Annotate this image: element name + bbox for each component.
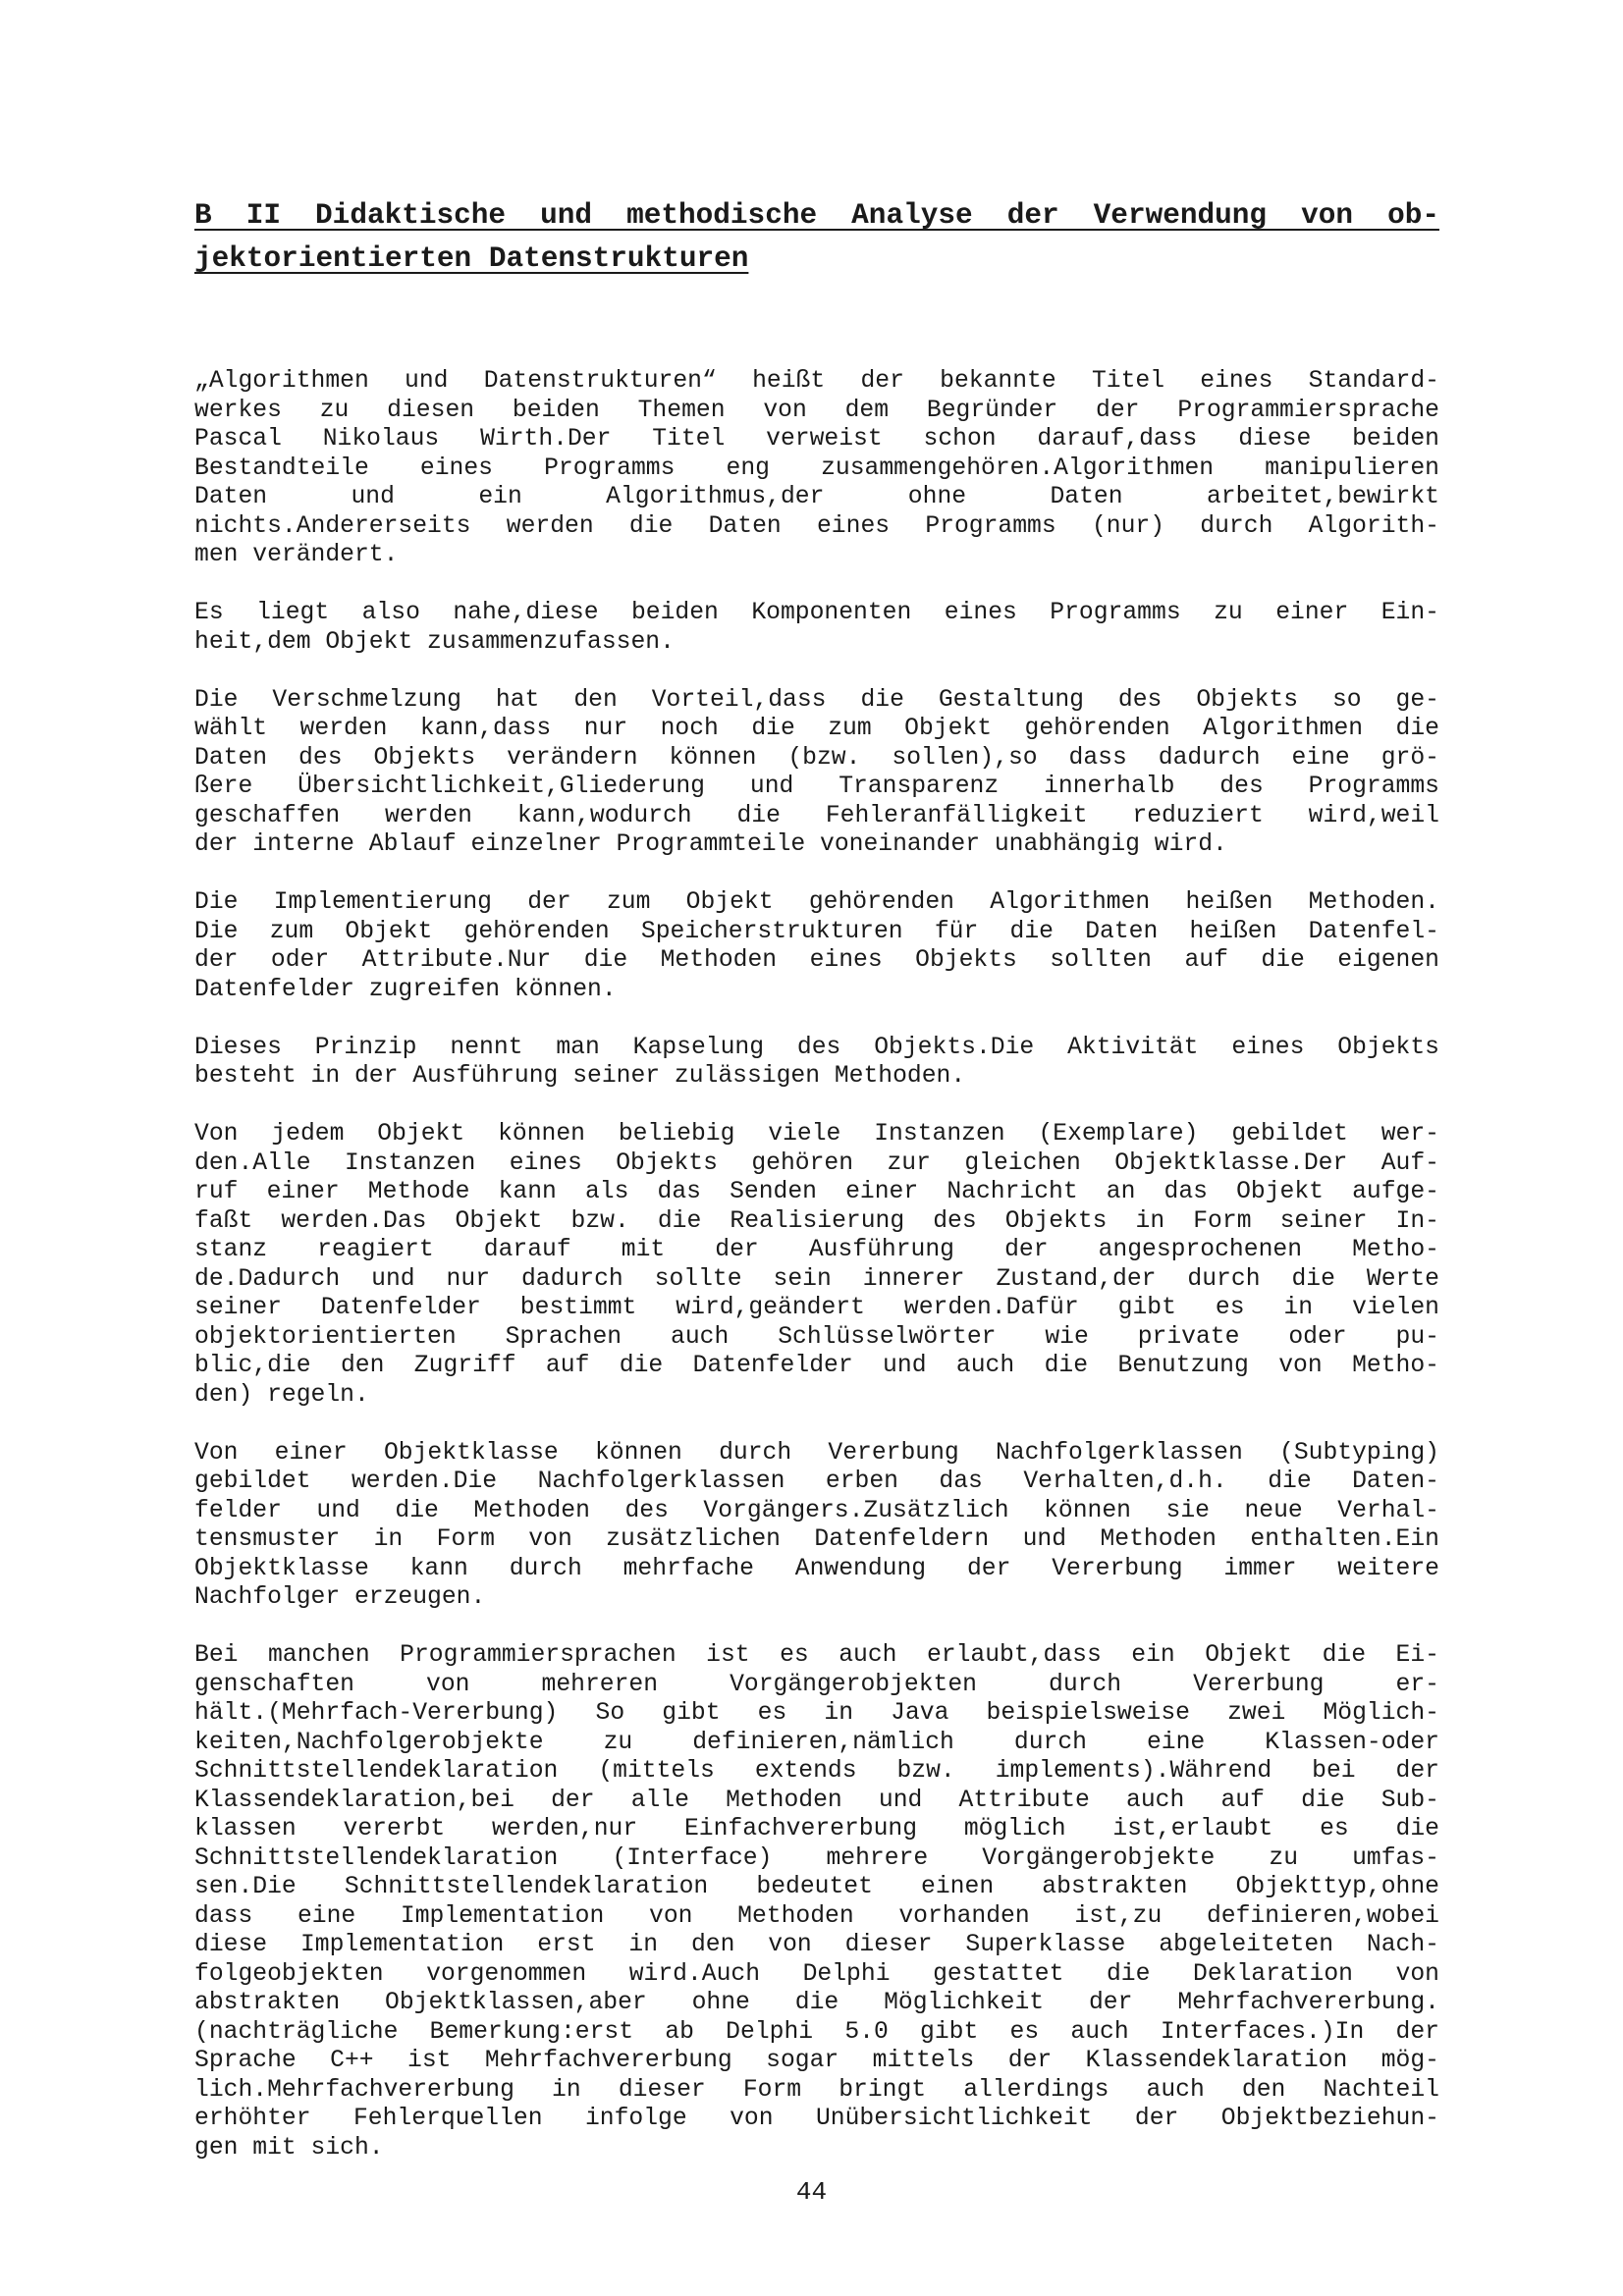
paragraph-line: wählt werden kann,dass nur noch die zum Objekt gehörenden Algorithmen die bbox=[194, 715, 1439, 742]
paragraph-line: gen mit sich. bbox=[194, 2133, 384, 2162]
paragraph bbox=[194, 1034, 1439, 1092]
paragraph bbox=[194, 686, 1439, 860]
paragraph-line: diese Implementation erst in den von dieser Superklasse abgeleiteten Nach- bbox=[194, 1931, 1439, 1958]
paragraph-line: Pascal Nikolaus Wirth.Der Titel verweist schon darauf,dass diese beiden bbox=[194, 425, 1439, 453]
paragraph-line: Klassendeklaration,bei der alle Methoden und Attribute auch auf die Sub- bbox=[194, 1786, 1439, 1814]
paragraph-line: der interne Ablauf einzelner Programmteile voneinander unabhängig wird. bbox=[194, 830, 1227, 858]
paragraph-line: objektorientierten Sprachen auch Schlüsselwörter wie private oder pu- bbox=[194, 1322, 1439, 1351]
paragraph-line: Sprache C++ ist Mehrfachvererbung sogar mittels der Klassendeklaration mög- bbox=[194, 2047, 1439, 2074]
paragraph-line: blic,die den Zugriff auf die Datenfelder und auch die Benutzung von Metho- bbox=[194, 1352, 1439, 1379]
paragraph-line: Dieses Prinzip nennt man Kapselung des Objekts.Die Aktivität eines Objekts bbox=[194, 1033, 1439, 1061]
paragraph-line: Von jedem Objekt können beliebig viele Instanzen (Exemplare) gebildet wer- bbox=[194, 1120, 1439, 1148]
paragraph-line: Schnittstellendeklaration (mittels extends bzw. implements).Während bei der bbox=[194, 1757, 1439, 1785]
paragraph-line: Die zum Objekt gehörenden Speicherstrukturen für die Daten heißen Datenfel- bbox=[194, 917, 1439, 945]
section-heading bbox=[194, 194, 1439, 281]
paragraph-line: lich.Mehrfachvererbung in dieser Form bringt allerdings auch den Nachteil bbox=[194, 2075, 1439, 2104]
paragraph-line: den) regeln. bbox=[194, 1380, 369, 1409]
paragraph-line: erhöhter Fehlerquellen infolge von Unübersichtlichkeit der Objektbeziehun- bbox=[194, 2105, 1439, 2132]
paragraph-line: heit,dem Objekt zusammenzufassen. bbox=[194, 627, 675, 656]
paragraph-line: ßere Übersichtlichkeit,Gliederung und Transparenz innerhalb des Programms bbox=[194, 773, 1439, 800]
paragraph-line: Daten des Objekts verändern können (bzw. sollen),so dass dadurch eine grö- bbox=[194, 743, 1439, 772]
paragraph bbox=[194, 888, 1439, 1004]
paragraph-line: hält.(Mehrfach-Vererbung) So gibt es in Java beispielsweise zwei Möglich- bbox=[194, 1699, 1439, 1727]
paragraph-line: werkes zu diesen beiden Themen von dem Begründer der Programmiersprache bbox=[194, 396, 1439, 424]
page-number: 44 bbox=[795, 2177, 828, 2207]
page-content bbox=[194, 194, 1439, 2192]
paragraph-line: nichts.Andererseits werden die Daten eines Programms (nur) durch Algorith- bbox=[194, 511, 1439, 540]
paragraph-line: „Algorithmen und Datenstrukturen“ heißt der bekannte Titel eines Standard- bbox=[194, 367, 1439, 395]
paragraph-line: Bei manchen Programmiersprachen ist es auch erlaubt,dass ein Objekt die Ei- bbox=[194, 1641, 1439, 1669]
paragraph-line: besteht in der Ausführung seiner zulässigen Methoden. bbox=[194, 1062, 966, 1090]
paragraph-line: Nachfolger erzeugen. bbox=[194, 1583, 486, 1611]
paragraph-line: gebildet werden.Die Nachfolgerklassen erben das Verhalten,d.h. die Daten- bbox=[194, 1468, 1439, 1495]
paragraph-line: folgeobjekten vorgenommen wird.Auch Delphi gestattet die Deklaration von bbox=[194, 1959, 1439, 1988]
paragraph-line: den.Alle Instanzen eines Objekts gehören zur gleichen Objektklasse.Der Auf- bbox=[194, 1148, 1439, 1177]
paragraph-line: Datenfelder zugreifen können. bbox=[194, 975, 617, 1003]
paragraph-line: Bestandteile eines Programms eng zusammengehören.Algorithmen manipulieren bbox=[194, 454, 1439, 482]
paragraph-line: men verändert. bbox=[194, 541, 399, 568]
paragraph-line: genschaften von mehreren Vorgängerobjekten durch Vererbung er- bbox=[194, 1670, 1439, 1698]
paragraph bbox=[194, 1641, 1439, 2163]
paragraph-line: keiten,Nachfolgerobjekte zu definieren,nämlich durch eine Klassen-oder bbox=[194, 1728, 1439, 1756]
paragraph-line: Die Verschmelzung hat den Vorteil,dass die Gestaltung des Objekts so ge- bbox=[194, 685, 1439, 714]
paragraph-line: felder und die Methoden des Vorgängers.Zusätzlich können sie neue Verhal- bbox=[194, 1496, 1439, 1524]
paragraph-line: geschaffen werden kann,wodurch die Fehleranfälligkeit reduziert wird,weil bbox=[194, 801, 1439, 829]
paragraph-line: de.Dadurch und nur dadurch sollte sein innerer Zustand,der durch die Werte bbox=[194, 1264, 1439, 1293]
paragraph-line: abstrakten Objektklassen,aber ohne die Möglichkeit der Mehrfachvererbung. bbox=[194, 1989, 1439, 2016]
paragraph-line: der oder Attribute.Nur die Methoden eines Objekts sollten auf die eigenen bbox=[194, 946, 1439, 974]
paragraph-line: sen.Die Schnittstellendeklaration bedeutet einen abstrakten Objekttyp,ohne bbox=[194, 1873, 1439, 1900]
paragraph-line: Die Implementierung der zum Objekt gehörenden Algorithmen heißen Methoden. bbox=[194, 888, 1439, 916]
paragraph-line: dass eine Implementation von Methoden vorhanden ist,zu definieren,wobei bbox=[194, 1901, 1439, 1930]
paragraph-line: faßt werden.Das Objekt bzw. die Realisierung des Objekts in Form seiner In- bbox=[194, 1206, 1439, 1235]
body-text bbox=[194, 367, 1439, 2163]
paragraph-line: Objektklasse kann durch mehrfache Anwendung der Vererbung immer weitere bbox=[194, 1554, 1439, 1582]
paragraph-line: Schnittstellendeklaration (Interface) mehrere Vorgängerobjekte zu umfas- bbox=[194, 1843, 1439, 1872]
paragraph-line: seiner Datenfelder bestimmt wird,geändert werden.Dafür gibt es in vielen bbox=[194, 1294, 1439, 1321]
section-heading-line: B II Didaktische und methodische Analyse der Verwendung von ob- bbox=[194, 199, 1439, 232]
paragraph-line: stanz reagiert darauf mit der Ausführung der angesprochenen Metho- bbox=[194, 1236, 1439, 1263]
paragraph-line: Es liegt also nahe,diese beiden Komponenten eines Programms zu einer Ein- bbox=[194, 599, 1439, 626]
paragraph bbox=[194, 599, 1439, 657]
paragraph-line: klassen vererbt werden,nur Einfachvererbung möglich ist,erlaubt es die bbox=[194, 1815, 1439, 1842]
paragraph bbox=[194, 1439, 1439, 1613]
paragraph-line: ruf einer Methode kann als das Senden einer Nachricht an das Objekt aufge- bbox=[194, 1178, 1439, 1205]
paragraph-line: Daten und ein Algorithmus,der ohne Daten arbeitet,bewirkt bbox=[194, 483, 1439, 510]
paragraph-line: tensmuster in Form von zusätzlichen Datenfeldern und Methoden enthalten.Ein bbox=[194, 1525, 1439, 1553]
paragraph bbox=[194, 1120, 1439, 1410]
paragraph-line: Von einer Objektklasse können durch Vererbung Nachfolgerklassen (Subtyping) bbox=[194, 1438, 1439, 1467]
section-heading-line: jektorientierten Datenstrukturen bbox=[194, 242, 749, 275]
paragraph-line: (nachträgliche Bemerkung:erst ab Delphi 5.0 gibt es auch Interfaces.)In der bbox=[194, 2017, 1439, 2046]
paragraph bbox=[194, 367, 1439, 570]
